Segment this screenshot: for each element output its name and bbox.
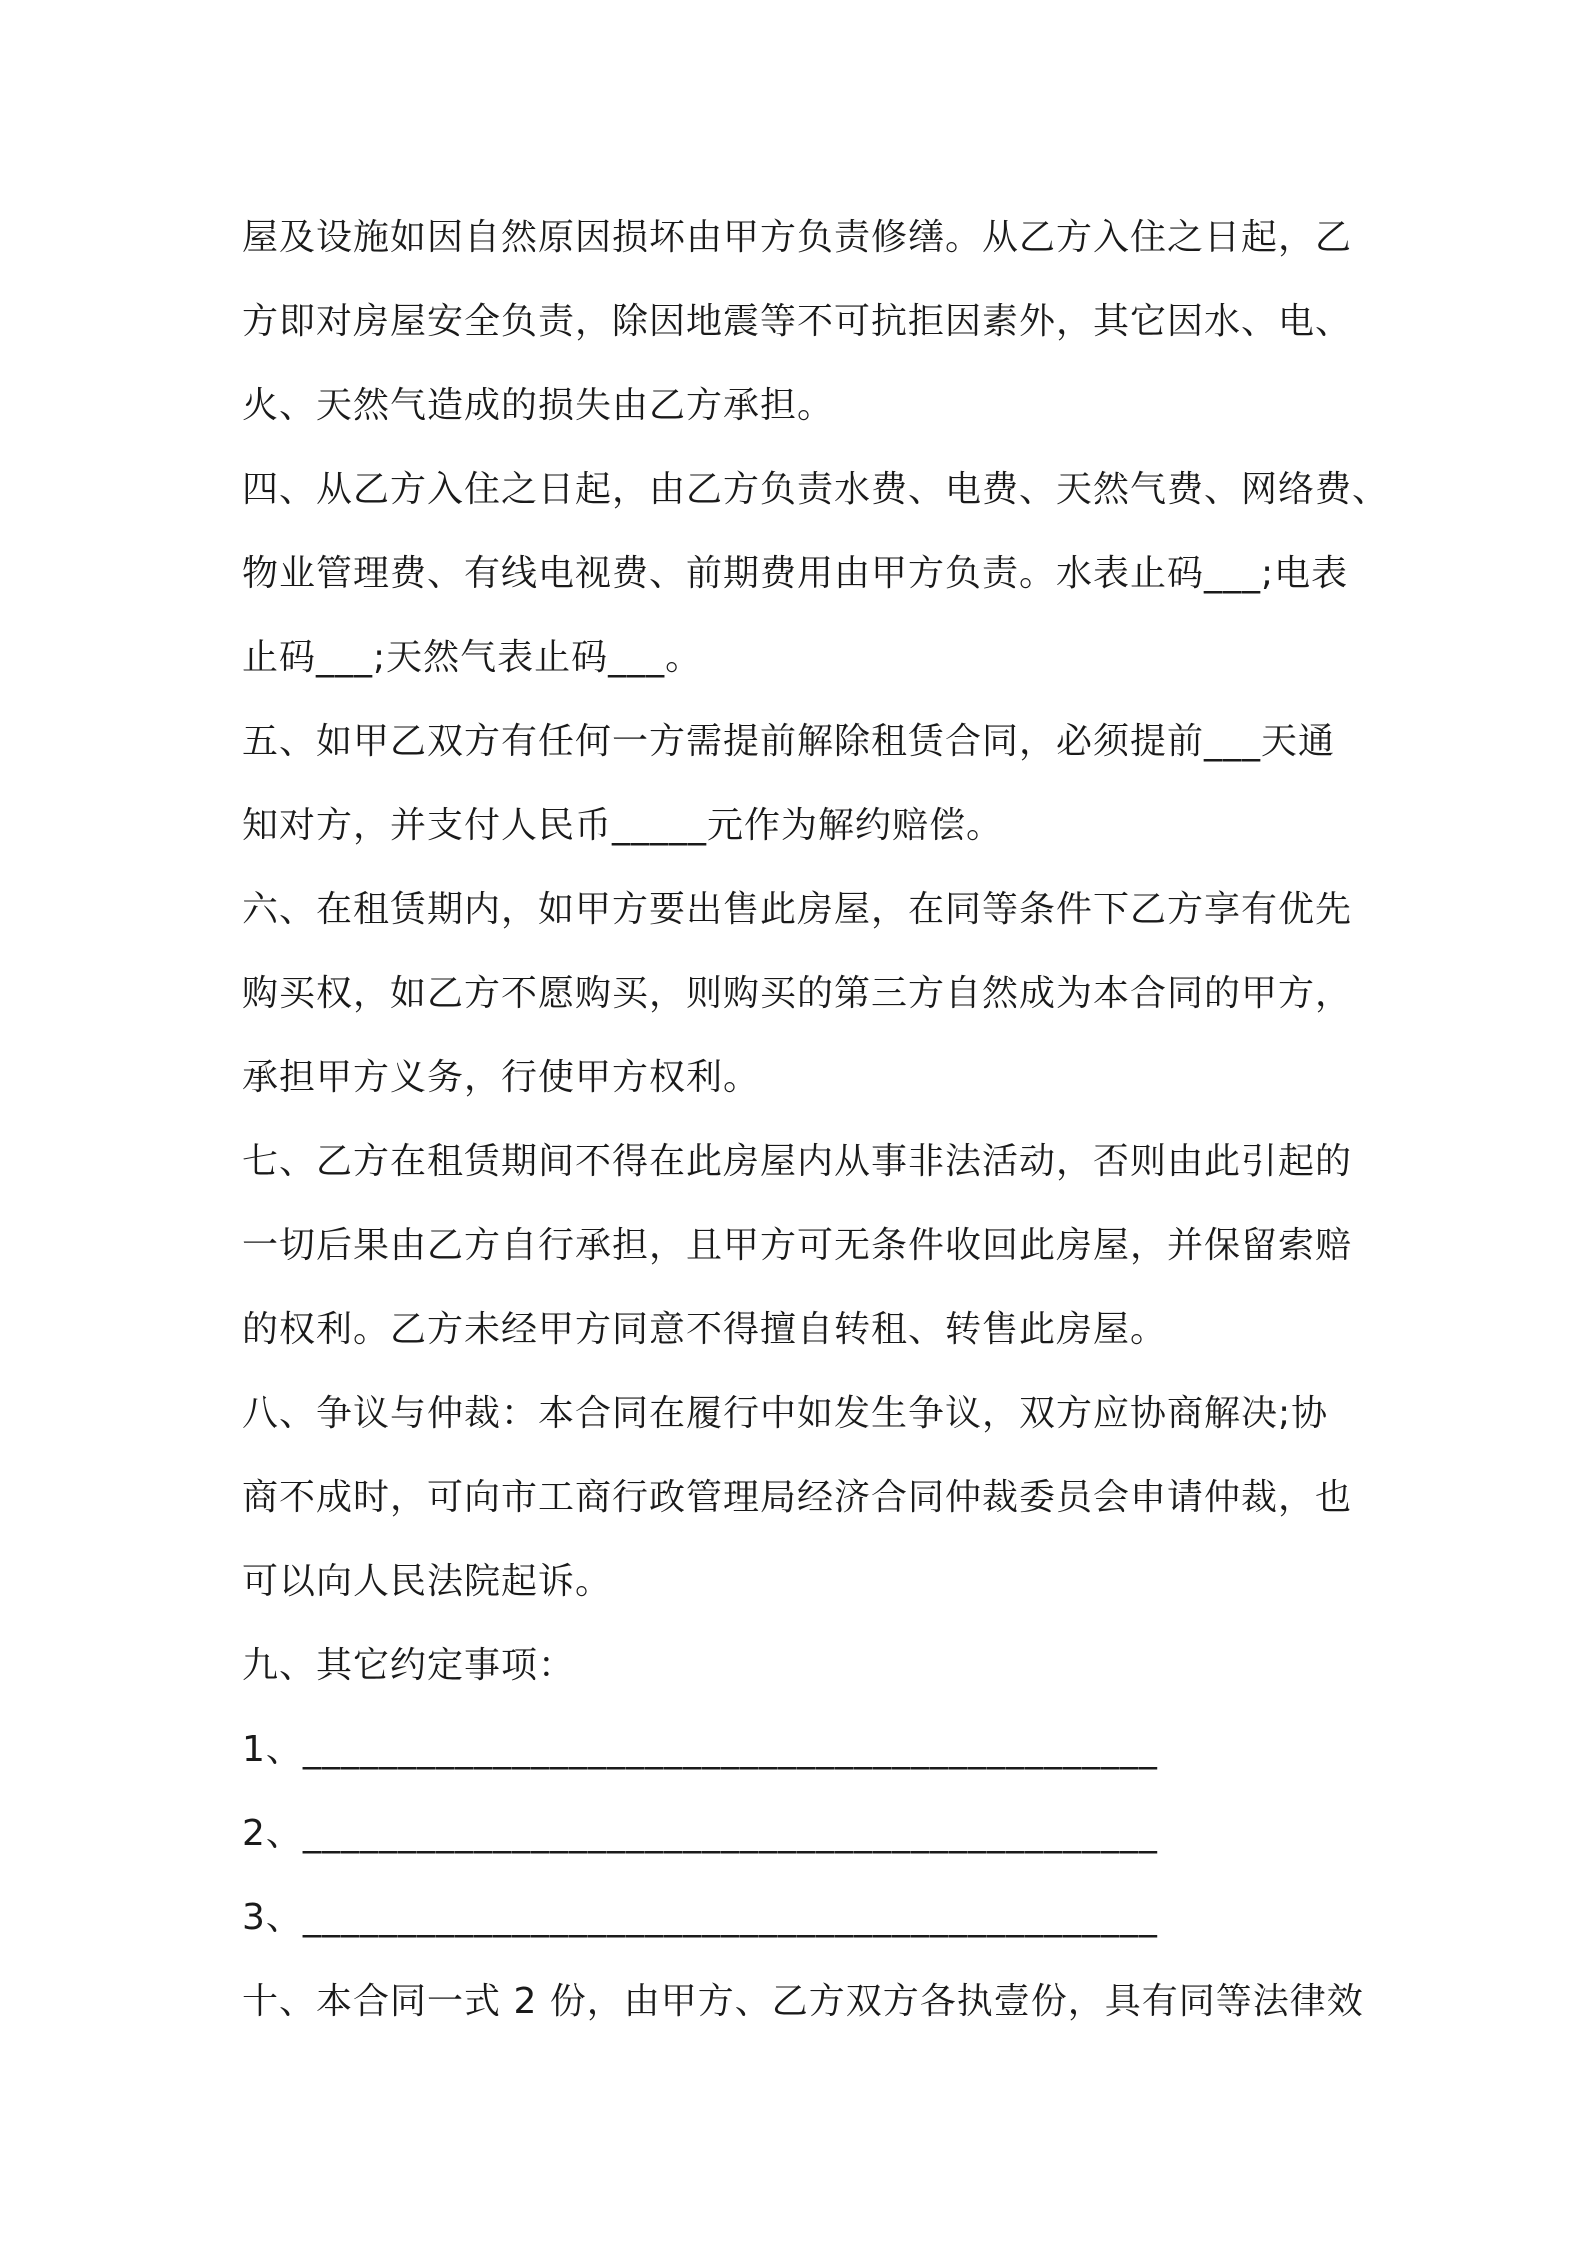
text-line: 火、天然气造成的损失由乙方承担。 [242,385,835,426]
text-line: 屋及设施如因自然原因损坏由甲方负责修缮。从乙方入住之日起，乙 [242,217,1353,258]
text-line: 方即对房屋安全负责，除因地震等不可抗拒因素外，其它因水、电、 [242,301,1353,342]
text-line: 一切后果由乙方自行承担，且甲方可无条件收回此房屋，并保留索赔 [242,1225,1353,1266]
clause-7-line: 七、乙方在租赁期间不得在此房屋内从事非法活动，否则由此引起的 [242,1141,1353,1182]
clause-9-line: 九、其它约定事项： [242,1645,576,1686]
text-line: 物业管理费、有线电视费、前期费用由甲方负责。水表止码___;电表 [242,553,1349,594]
contract-text [242,196,1390,2044]
text-line: 的权利。乙方未经甲方同意不得擅自转租、转售此房屋。 [242,1309,1168,1350]
clause-8-line: 八、争议与仲裁：本合同在履行中如发生争议，双方应协商解决;协 [242,1393,1329,1434]
blank-item-1: 1、_____________________________________________ [242,1729,1158,1770]
text-line: 可以向人民法院起诉。 [242,1561,613,1602]
text-line: 知对方，并支付人民币_____元作为解约赔偿。 [242,805,1004,846]
text-line: 商不成时，可向市工商行政管理局经济合同仲裁委员会申请仲裁，也 [242,1477,1353,1518]
text-line: 止码___;天然气表止码___。 [242,637,703,678]
clause-4-line: 四、从乙方入住之日起，由乙方负责水费、电费、天然气费、网络费、 [242,469,1390,510]
blank-item-2: 2、_____________________________________________ [242,1813,1158,1854]
text-line: 承担甲方义务，行使甲方权利。 [242,1057,761,1098]
clause-5-line: 五、如甲乙双方有任何一方需提前解除租赁合同，必须提前___天通 [242,721,1336,762]
blank-item-3: 3、_____________________________________________ [242,1897,1158,1938]
clause-10-line: 十、本合同一式 2 份，由甲方、乙方双方各执壹份，具有同等法律效 [242,1981,1364,2022]
clause-6-line: 六、在租赁期内，如甲方要出售此房屋，在同等条件下乙方享有优先 [242,889,1353,930]
text-line: 购买权，如乙方不愿购买，则购买的第三方自然成为本合同的甲方， [242,973,1353,1014]
